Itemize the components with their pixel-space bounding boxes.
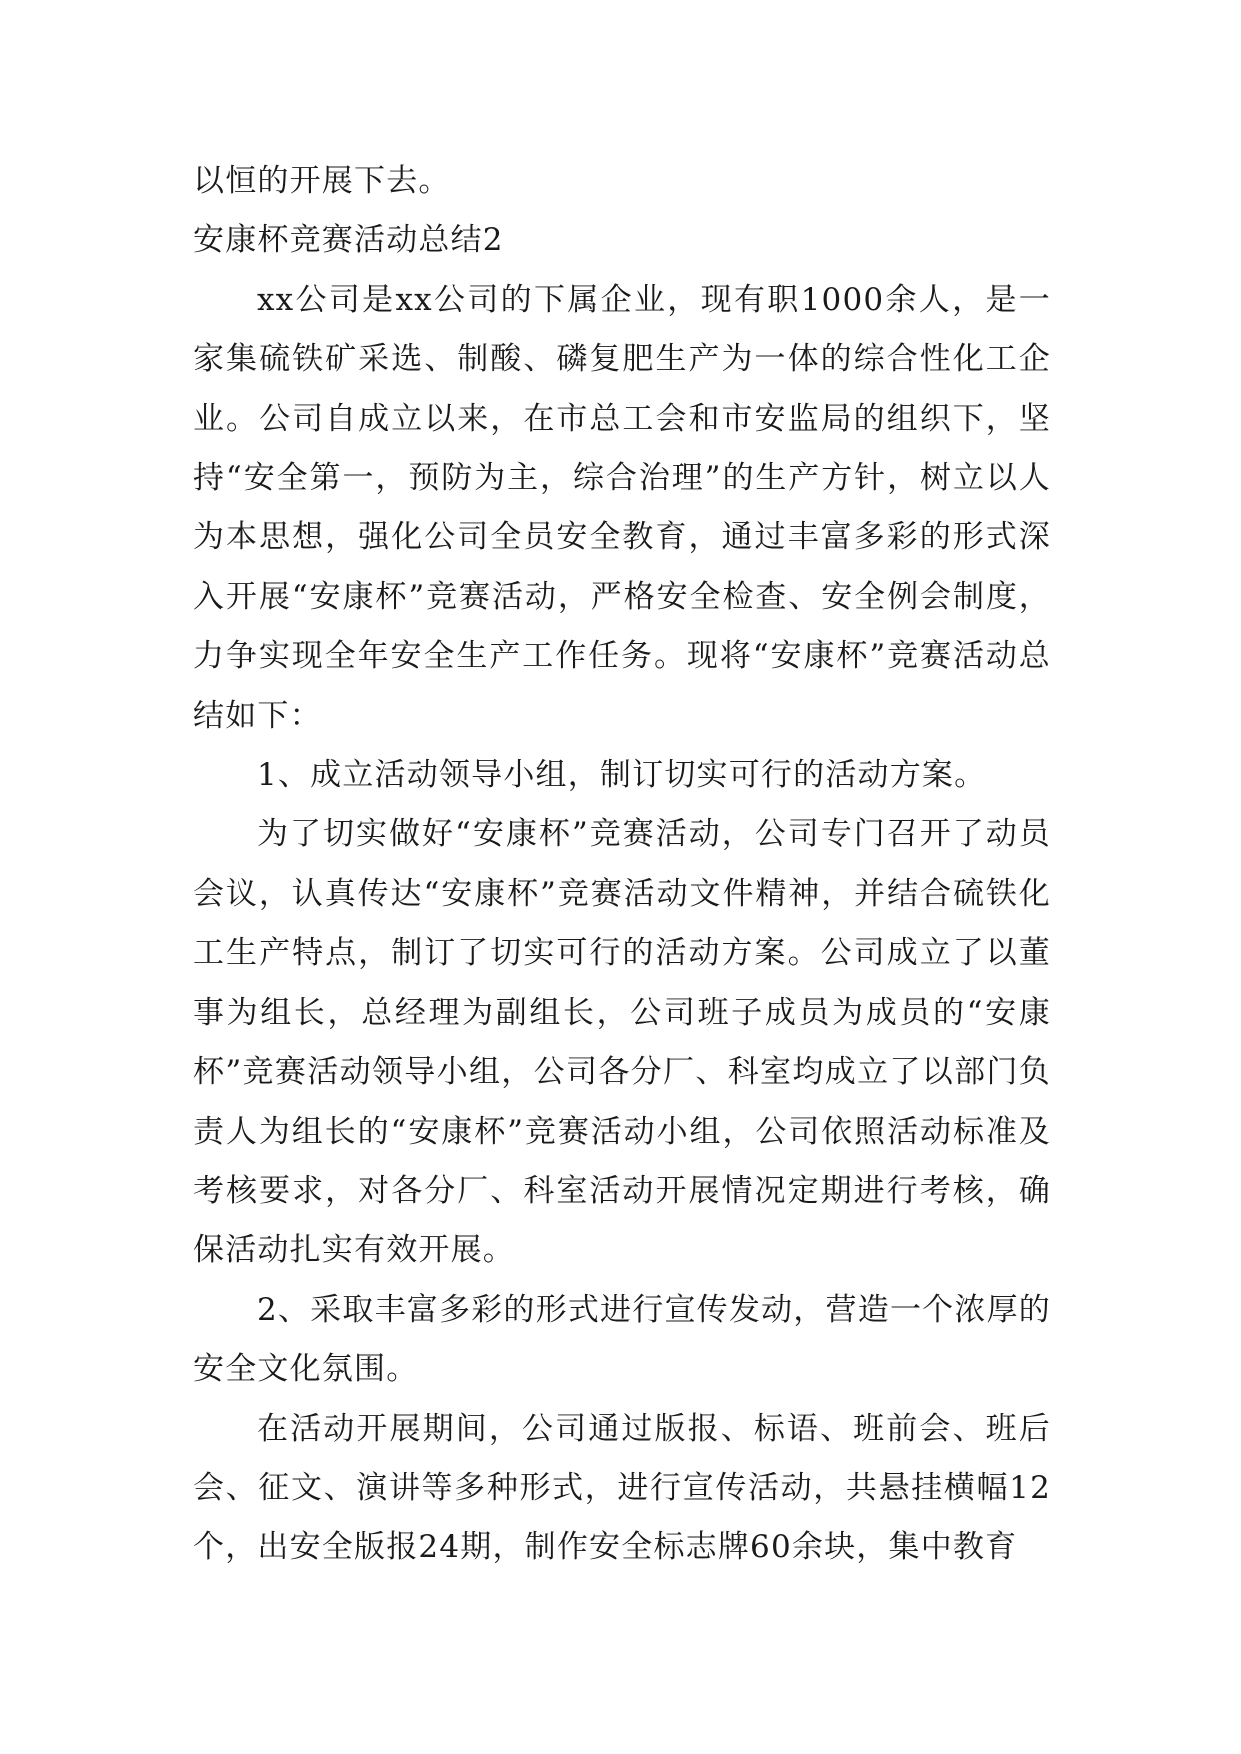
point-1-body: 为了切实做好“安康杯”竞赛活动，公司专门召开了动员会议，认真传达“安康杯”竞赛活动文件精神，并结合硫铁化工生产特点，制订了切实可行的活动方案。公司成立了以董事为组长，总经理为副组长，公司班子成员为成员的“安康杯”竞赛活动领导小组，公司各分厂、科室均成立了以部门负责人为组长的“安康杯”竞赛活动小组，公司依照活动标准及考核要求，对各分厂、科室活动开展情况定期进行考核，确保活动扎实有效开展。 (193, 816, 1051, 1269)
document-body (193, 152, 1051, 1578)
point-1-heading: 1、成立活动领导小组，制订切实可行的活动方案。 (257, 757, 987, 794)
point-2-body: 在活动开展期间，公司通过版报、标语、班前会、班后会、征文、演讲等多种形式，进行宣传活动，共悬挂横幅12个，出安全版报24期，制作安全标志牌60余块，集中教育 (193, 1410, 1051, 1566)
continued-paragraph: 以恒的开展下去。 (193, 163, 451, 199)
point-2-heading: 2、采取丰富多彩的形式进行宣传发动，营造一个浓厚的安全文化氛围。 (193, 1291, 1051, 1388)
section-title: 安康杯竞赛活动总结2 (193, 222, 504, 259)
intro-paragraph: xx公司是xx公司的下属企业，现有职1000余人，是一家集硫铁矿采选、制酸、磷复肥生产为一体的综合性化工企业。公司自成立以来，在市总工会和市安监局的组织下，坚持“安全第一，预防为主，综合治理”的生产方针，树立以人为本思想，强化公司全员安全教育，通过丰富多彩的形式深入开展“安康杯”竞赛活动，严格安全检查、安全例会制度，力争实现全年安全生产工作任务。现将“安康杯”竞赛活动总结如下： (193, 281, 1051, 734)
